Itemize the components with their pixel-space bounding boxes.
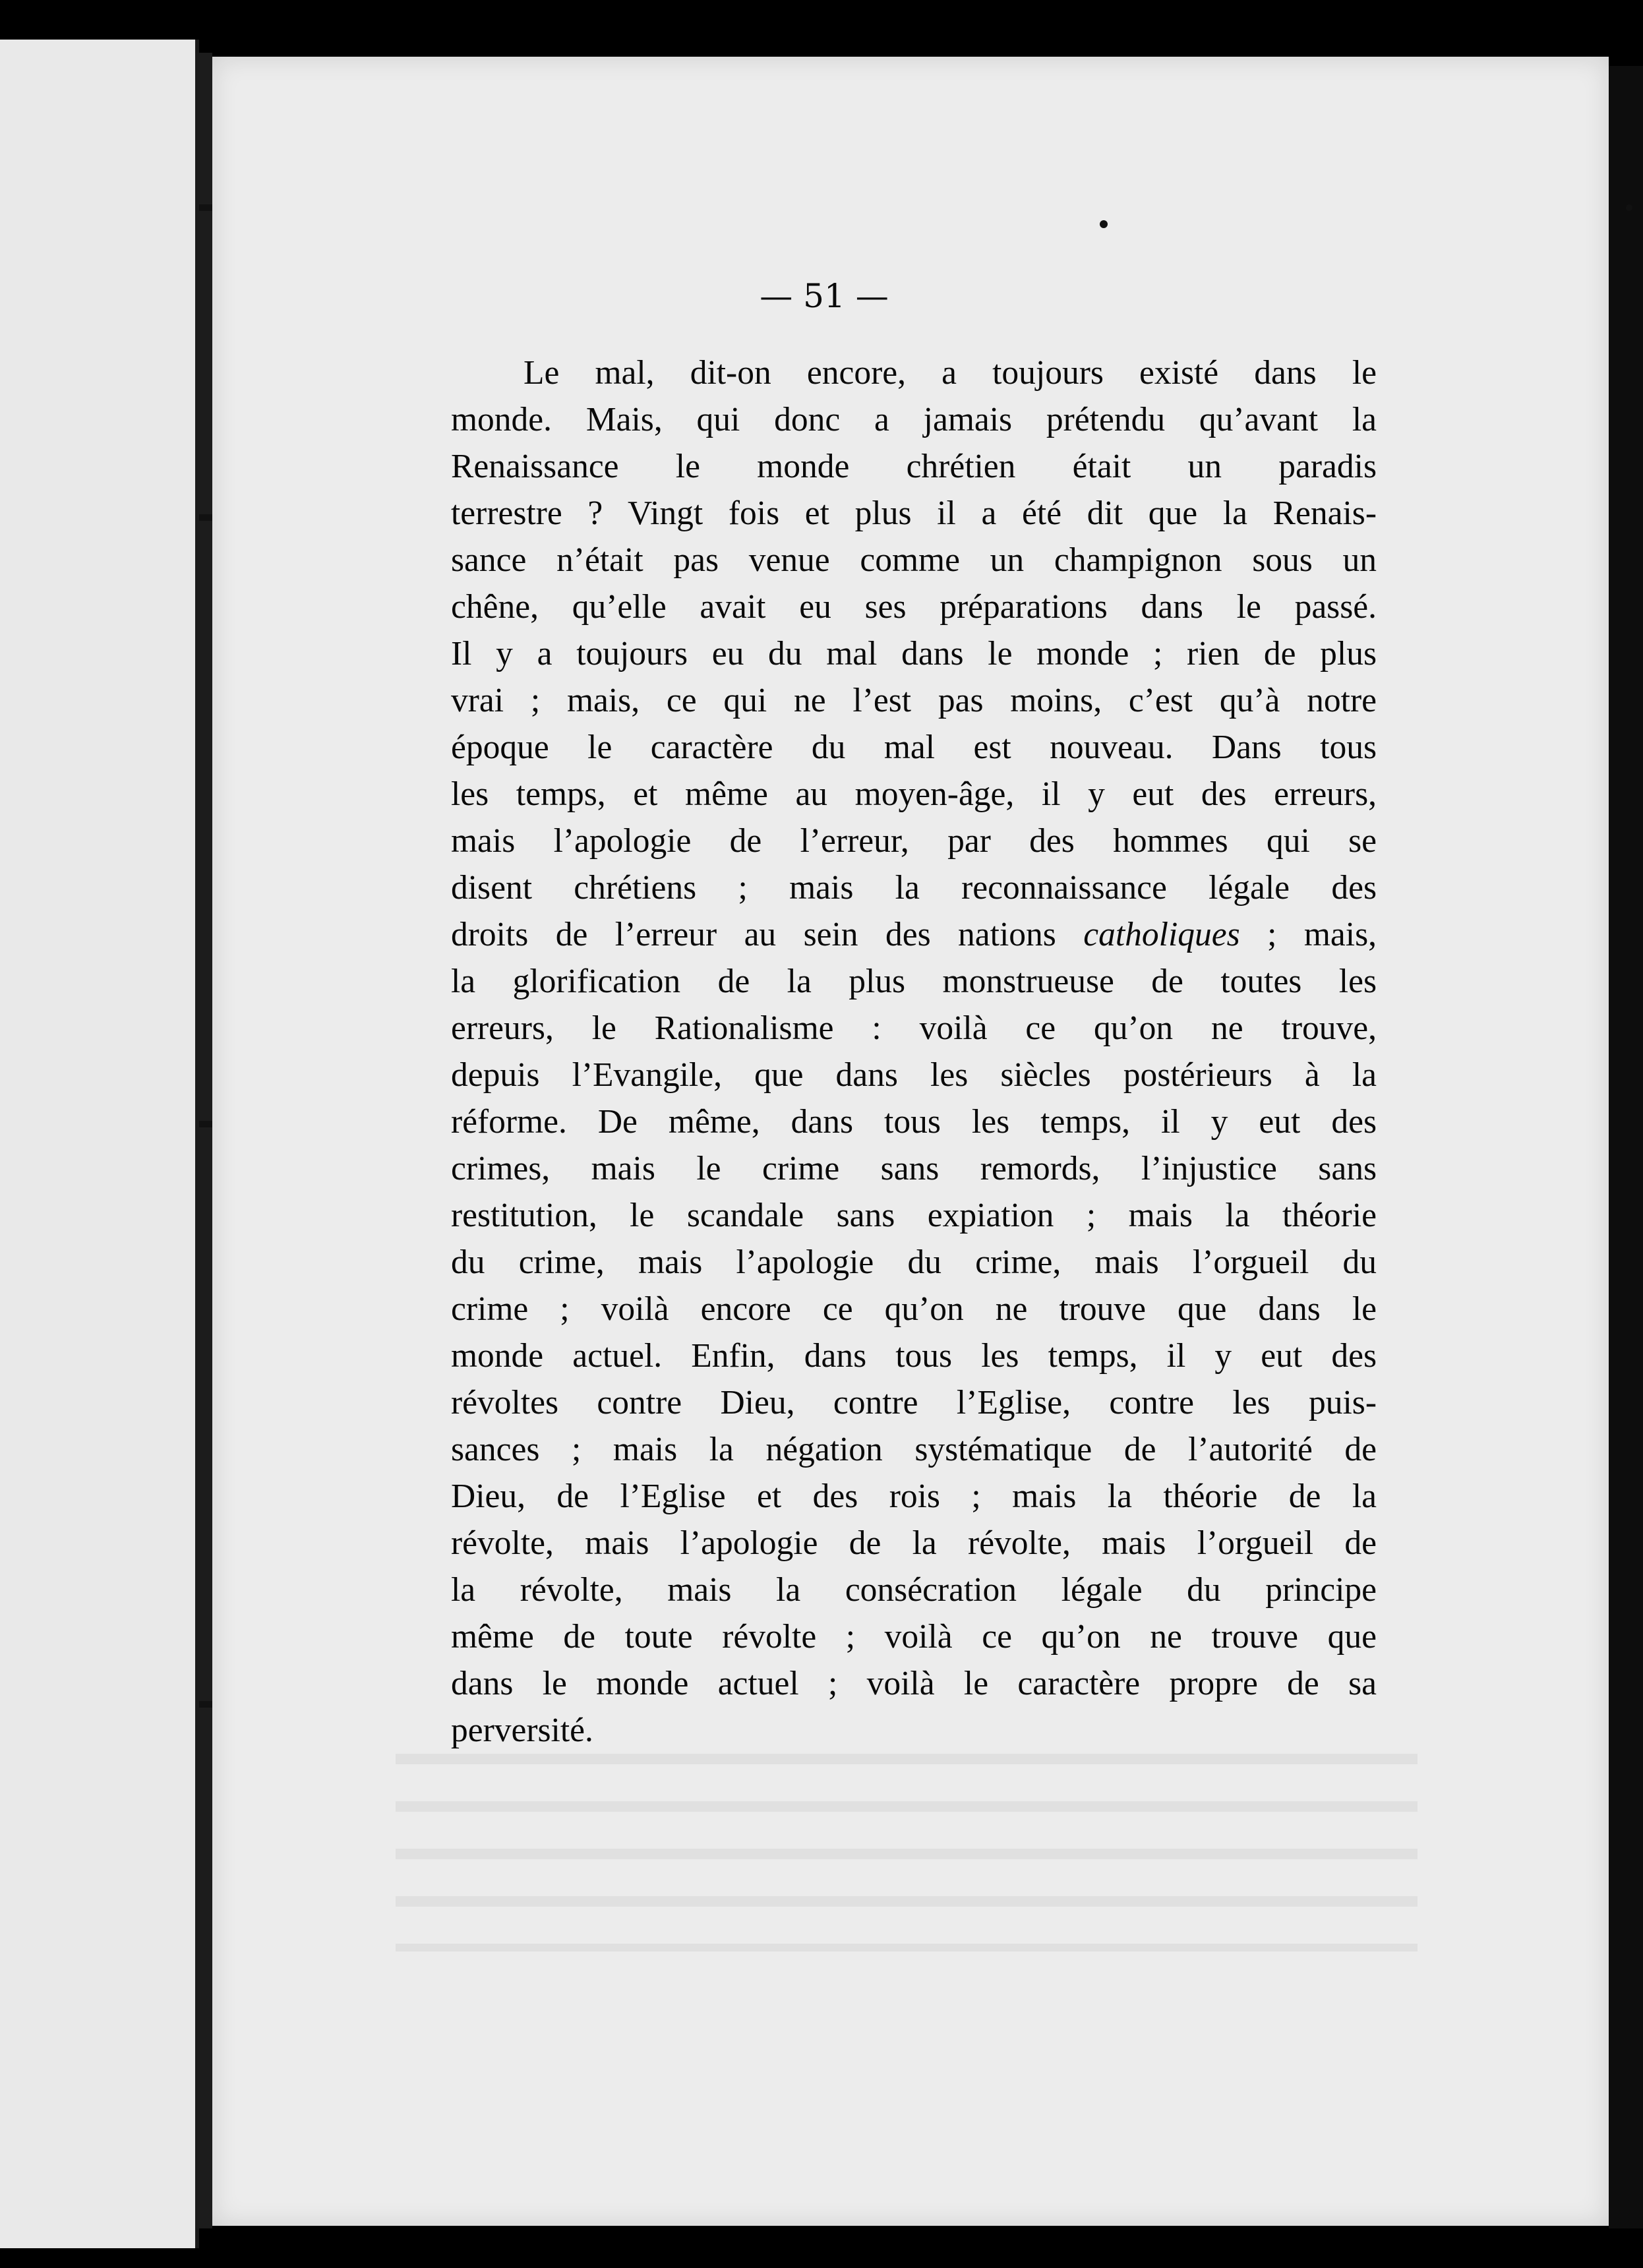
text-line: restitution, le scandale sans expiation ; mais la théorie [451,1197,1377,1234]
text-line: même de toute révolte ; voilà ce qu’on ne trouve que [451,1618,1377,1656]
text-line: dans le monde actuel ; voilà le caractère propre de sa [451,1665,1377,1702]
text-line: terrestre ? Vingt fois et plus il a été dit que la Renais- [451,494,1377,532]
ink-speck [1626,204,1632,211]
text-line: la révolte, mais la consécration légale du principe [451,1571,1377,1609]
text-line: crime ; voilà encore ce qu’on ne trouve que dans le [451,1290,1377,1328]
page-right-shadow [1609,66,1643,2228]
text-line: depuis l’Evangile, que dans les siècles postérieurs à la [451,1056,1377,1094]
text-line: crimes, mais le crime sans remords, l’injustice sans [451,1150,1377,1187]
text-line [451,911,1377,958]
text-line: perversité. [451,1712,593,1749]
page-number: — 51 — [760,277,889,315]
text-line: sance n’était pas venue comme un champignon sous un [451,541,1377,579]
text-line: les temps, et même au moyen-âge, il y eut des erreurs, [451,775,1377,813]
text-line: Dieu, de l’Eglise et des rois ; mais la théorie de la [451,1477,1377,1515]
text-line: réforme. De même, dans tous les temps, il y eut des [451,1103,1377,1141]
text-line: vrai ; mais, ce qui ne l’est pas moins, c’est qu’à notre [451,682,1377,719]
text-line: la glorification de la plus monstrueuse de toutes les [451,963,1377,1000]
text-line: disent chrétiens ; mais la reconnaissance légale des [451,869,1377,907]
text-line: révolte, mais l’apologie de la révolte, mais l’orgueil de [451,1524,1377,1562]
text-segment: droits de l’erreur au sein des nations [451,916,1056,953]
show-through-bleed [396,1754,1418,1952]
text-line: Il y a toujours eu du mal dans le monde ; rien de plus [451,635,1377,672]
text-line: Le mal, dit-on encore, a toujours existé dans le [523,354,1377,392]
text-line: monde actuel. Enfin, dans tous les temps, il y eut des [451,1337,1377,1375]
ink-speck [1100,220,1108,228]
text-line: époque le caractère du mal est nouveau. Dans tous [451,729,1377,766]
text-line: du crime, mais l’apologie du crime, mais l’orgueil du [451,1243,1377,1281]
text-line: révoltes contre Dieu, contre l’Eglise, contre les puis- [451,1384,1377,1421]
italic-word: catholiques [1083,916,1240,953]
text-line: mais l’apologie de l’erreur, par des hommes qui se [451,822,1377,860]
body-paragraph [451,349,1377,1754]
text-segment: ; mais, [1240,916,1377,953]
text-line: erreurs, le Rationalisme : voilà ce qu’on ne trouve, [451,1009,1377,1047]
text-line: sances ; mais la négation systématique de l’autorité de [451,1431,1377,1468]
text-line: monde. Mais, qui donc a jamais prétendu qu’avant la [451,401,1377,438]
text-line: chêne, qu’elle avait eu ses préparations dans le passé. [451,588,1377,626]
text-line: Renaissance le monde chrétien était un paradis [451,448,1377,485]
previous-page-edge [0,40,199,2248]
binding-gutter [195,53,212,2228]
